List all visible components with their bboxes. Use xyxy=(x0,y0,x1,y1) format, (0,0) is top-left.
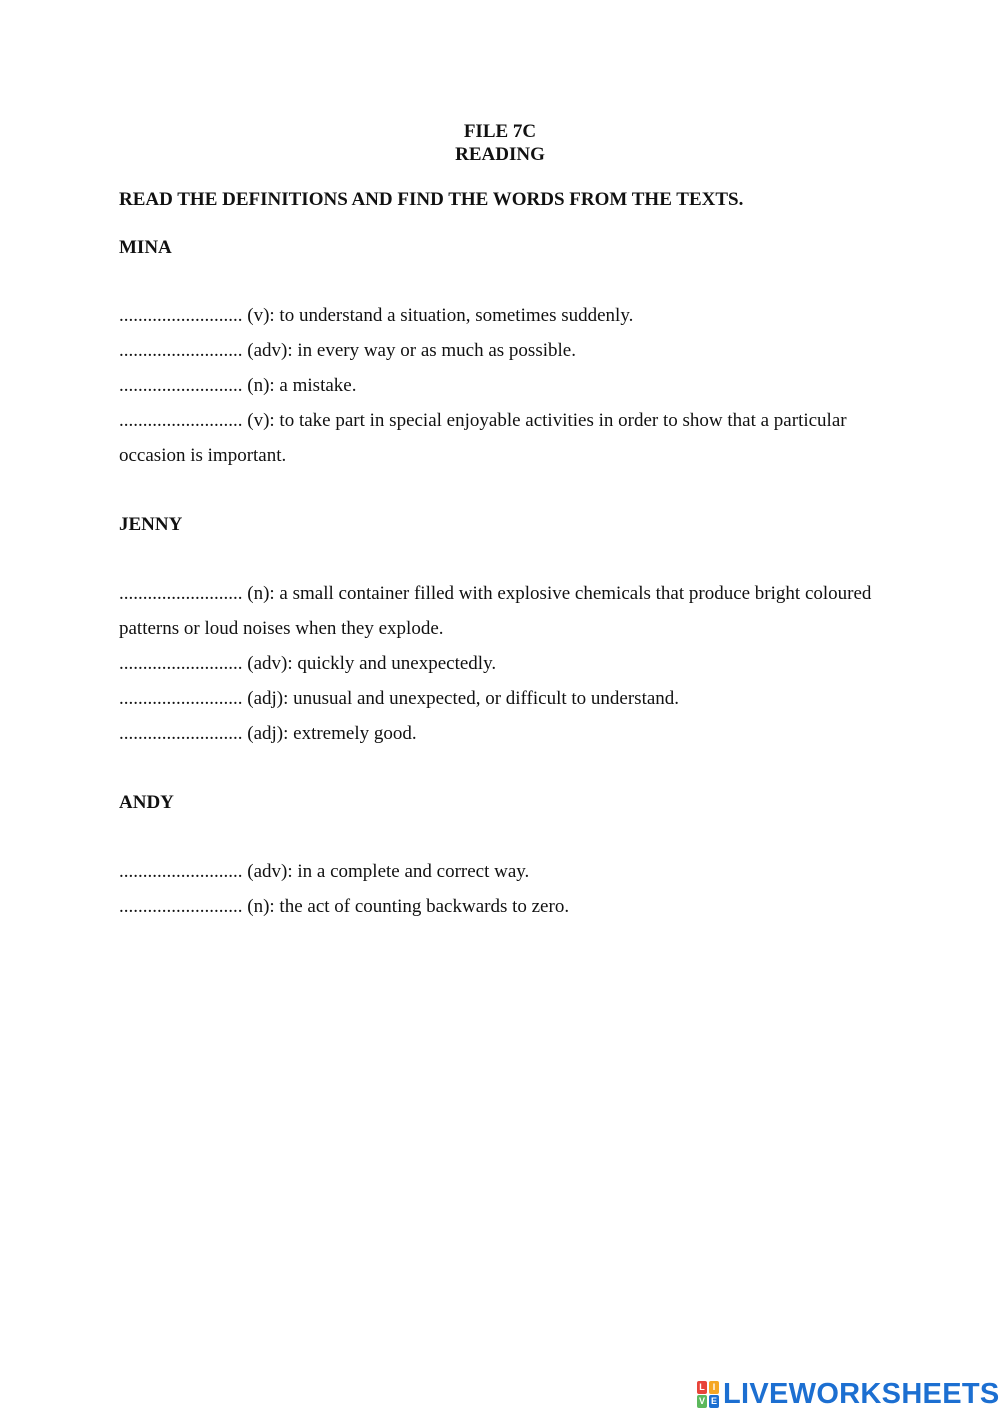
definition-text: (n): a mistake. xyxy=(242,375,357,396)
definition-text: (n): the act of counting backwards to zero. xyxy=(242,896,570,917)
answer-blank[interactable]: .......................... xyxy=(119,723,243,744)
definition-text: (adv): in a complete and correct way. xyxy=(242,861,530,882)
answer-blank[interactable]: .......................... xyxy=(119,653,243,674)
section-heading-andy: ANDY xyxy=(119,792,174,813)
page-title: FILE 7C xyxy=(463,121,537,142)
definition-item xyxy=(119,854,879,889)
definition-list-andy xyxy=(119,854,879,924)
definition-item xyxy=(119,368,879,403)
definition-text: (v): to understand a situation, sometimes suddenly. xyxy=(242,305,634,326)
definition-text: (v): to take part in special enjoyable activities in order to show that a particular occasion is important. xyxy=(119,410,847,466)
definition-text: (adv): in every way or as much as possible. xyxy=(242,340,576,361)
definition-item xyxy=(119,403,879,473)
answer-blank[interactable]: .......................... xyxy=(119,896,243,917)
definition-item xyxy=(119,298,879,333)
liveworksheets-logo-icon xyxy=(697,1379,721,1409)
definition-text: (adj): extremely good. xyxy=(242,723,417,744)
logo-letter-i: I xyxy=(709,1381,719,1394)
liveworksheets-logo-text: LIVEWORKSHEETS xyxy=(723,1377,1000,1410)
logo-letter-l: L xyxy=(697,1381,707,1394)
answer-blank[interactable]: .......................... xyxy=(119,375,243,396)
instruction-text: READ THE DEFINITIONS AND FIND THE WORDS FROM THE TEXTS. xyxy=(119,189,744,210)
answer-blank[interactable]: .......................... xyxy=(119,688,243,709)
definition-list-mina xyxy=(119,298,879,473)
title-block xyxy=(0,120,1000,166)
section-heading-jenny: JENNY xyxy=(119,514,183,535)
liveworksheets-logo xyxy=(697,1376,1000,1412)
definition-text: (adj): unusual and unexpected, or difficult to understand. xyxy=(242,688,680,709)
logo-letter-v: V xyxy=(698,1396,705,1406)
page-subtitle: READING xyxy=(455,144,545,165)
definition-text: (adv): quickly and unexpectedly. xyxy=(242,653,497,674)
answer-blank[interactable]: .......................... xyxy=(119,410,243,431)
definition-item xyxy=(119,646,879,681)
definition-item xyxy=(119,716,879,751)
definition-item xyxy=(119,333,879,368)
section-heading-mina: MINA xyxy=(119,237,172,258)
definition-item xyxy=(119,681,879,716)
definition-item xyxy=(119,889,879,924)
answer-blank[interactable]: .......................... xyxy=(119,861,243,882)
logo-letter-e: E xyxy=(710,1396,717,1406)
answer-blank[interactable]: .......................... xyxy=(119,340,243,361)
answer-blank[interactable]: .......................... xyxy=(119,305,243,326)
answer-blank[interactable]: .......................... xyxy=(119,583,243,604)
definition-list-jenny xyxy=(119,576,879,751)
definition-text: (n): a small container filled with explosive chemicals that produce bright coloured patterns or loud noises when they explode. xyxy=(119,583,872,639)
definition-item xyxy=(119,576,879,646)
